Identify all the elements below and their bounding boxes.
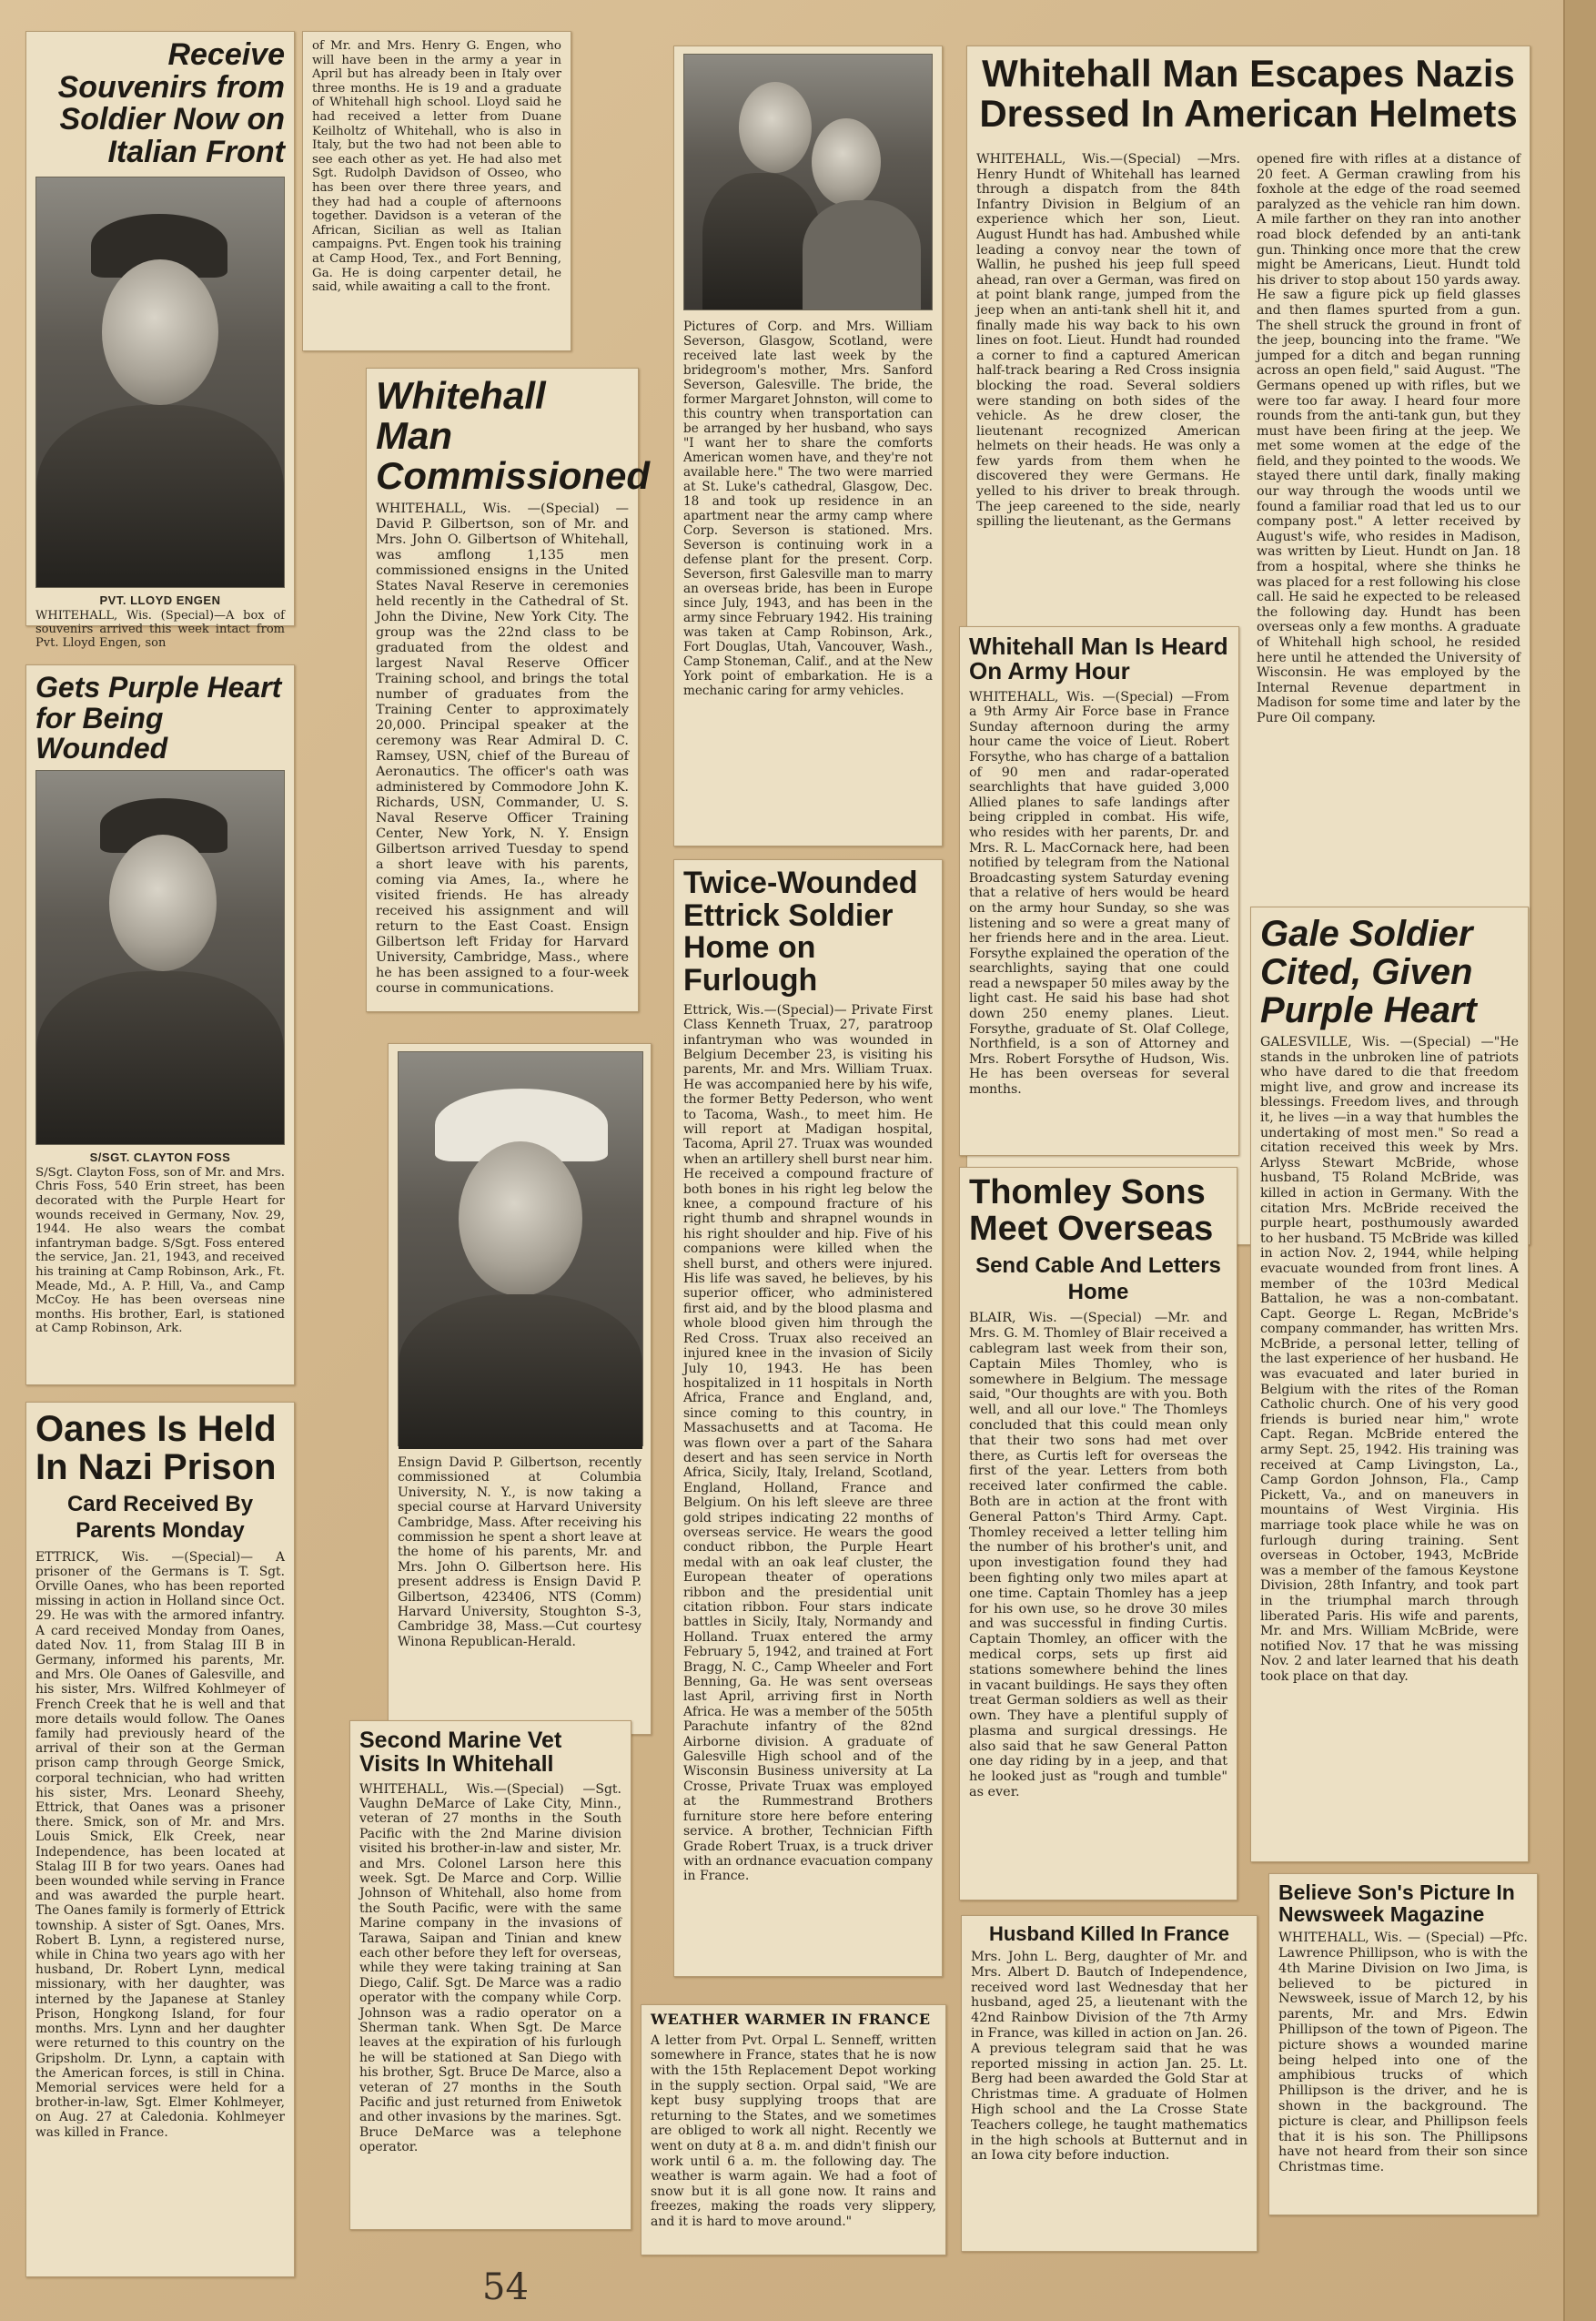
article-body: ETTRICK, Wis. —(Special)— A prisoner of the Germans is T. Sgt. Orville Oanes, who has been reported missing in action in Holland since Oct. 29. He was with the armored infantry. A card received Monday from Oanes, dated Nov. 11, from Stalag III B in Germany, informed his parents, Mr. and Mrs. Ole Oanes of Galesville, and his sister, Mrs. Wilfred Kohlmeyer of French Creek that he is well and that more details would follow. The Oanes family had previously heard of the arrival of their son at the German prison camp through George Smick, corporal technician, who had written his sister, Mrs. Leonard Sheehy, Ettrick, that Oanes was a prisoner there. Smick, son of Mr. and Mrs. Louis Smick, Elk Creek, near Independence, has been located at Stalag III B for two years. Oanes had been wounded while serving in France and was awarded the purple heart. The Oanes family is formerly of Ettrick township. A sister of Sgt. Oanes, Mrs. Robert B. Lynn, a registered nurse, while in China two years ago with her husband, Dr. Robert Lynn, medical missionary, with her daughter, was interned by the Japanese at Stanley Prison, Hongkong Island, for four months. Mrs. Lynn and her daughter were returned to this country on the Gripsholm. Dr. Lynn, a captain with the American forces, is still in China. Memorial services were held for a brother-in-law, Sgt. Elmer Kohlmeyer, on Aug. 27 at Caledonia. Kohlmeyer was killed in France. xyxy=(35,1549,285,2140)
clipping-ettrick xyxy=(673,859,943,1977)
headline: WEATHER WARMER IN FRANCE xyxy=(651,2011,931,2028)
headline: Gets Purple Heart for Being Wounded xyxy=(35,671,282,765)
photo-caption: S/SGT. CLAYTON FOSS xyxy=(89,1150,231,1164)
clipping-engen-continued xyxy=(302,31,571,351)
headline: Thomley Sons Meet Overseas xyxy=(969,1173,1214,1248)
subheadline: Send Cable And Letters Home xyxy=(975,1252,1221,1304)
headline: Whitehall Man Escapes Nazis Dressed In American Helmets xyxy=(979,52,1518,136)
clipping-gale-soldier xyxy=(1250,907,1529,1862)
article-body: Pictures of Corp. and Mrs. William Severson, Glasgow, Scotland, were received late last week by the bridegroom's mother, Mrs. Sanford Severson, Galesville. The bride, the former Margaret Johnston, will come to this country when transportation can be arranged by her husband, who says "I want her to share the comforts American women have, and they're not available here." The two were married at St. Luke's cathedral, Glasgow, Dec. 18 and took up residence in an apartment near the army camp where Corp. Severson is stationed. Mrs. Severson is continuing work in a defense plant for the present. Corp. Severson, first Galesville man to marry an overseas bride, has been in Europe since July, 1943, and has been in the army since February 1942. His training was taken at Camp Robinson, Ark., Fort Douglas, Utah, Vancouver, Wash., Camp Stoneman, Calif., and at the New York point of embarkation. He is a mechanic caring for army vehicles. xyxy=(683,319,933,698)
clipping-marine-vet xyxy=(349,1720,631,2230)
article-body: WHITEHALL, Wis.—(Special) —Sgt. Vaughn DeMarce of Lake City, Minn., veteran of 27 months in the South Pacific with the 2nd Marine division visited his brother-in-law and sister, Mr. and Mrs. Colonel Larson here this week. Sgt. De Marce and Corp. Willie Johnson of Whitehall, also home from the South Pacific, were with the same Marine company in the invasions of Tarawa, Saipan and Tinian and knew each other before they left for overseas, while they were taking training at San Diego, Calif. Sgt. De Marce was a radio operator with the company while Corp. Johnson was a radio operator on a Sherman tank. When Sgt. De Marce leaves at the expiration of his furlough he will be stationed at San Diego with his brother, Sgt. Bruce De Marce, also a veteran of 27 months in the South Pacific and just returned from Eniwetok and other invasions by the marines. Sgt. Bruce DeMarce was a telephone operator. xyxy=(359,1781,621,2155)
article-body: WHITEHALL, Wis. —(Special) —David P. Gilbertson, son of Mr. and Mrs. John O. Gilbertson of Whitehall, was amflong 1,135 men commissioned ensigns in the United States Naval Reserve in ceremonies held recently in the Cathedral of St. John the Divine, New York City. The group was the 22nd class to be graduated from the oldest and largest Naval Reserve Officer Training school, and brings the total number of graduates from the Training Center to approximately 20,000. Principal speaker at the ceremony was Rear Admiral D. C. Ramsey, USN, chief of the Bureau of Aeronautics. The officer's oath was administered by Commodore John K. Richards, USN, Commander, U. S. Naval Reserve Officer Training Center, New York, N. Y. Ensign Gilbertson arrived Tuesday to spend a short leave with his parents, coming via Ames, Ia., where he visited friends. He has already received his assignment and will return to the East Coast. Ensign Gilbertson left Friday for Harvard University, Cambridge, Mass., where he has been assigned to a four-week course in communications. xyxy=(376,502,629,997)
headline: Gale Soldier Cited, Given Purple Heart xyxy=(1260,914,1477,1030)
clipping-souvenirs xyxy=(25,31,295,650)
article-body-col-2: opened fire with rifles at a distance of 20 feet. A German crawling from his foxhole at the edge of the road seemed paralyzed as the vehicle ran him down. A mile farther on they ran into another road block defended by an anti-tank gun. Thinking once more that the crew might be Americans, Lieut. Hundt told his driver to stop about 150 yards away. He saw a figure pick up field glasses and then flames spurted from a gun. The shell struck the ground in front of the jeep, bouncing into the frame. "We jumped for a ditch and began running across an open field," said August. "The Germans opened up with rifles, but we were too far away. I heard four more rounds from the anti-tank gun, but they must have been firing at the jeep. We met some women at the edge of the field, and they pointed to the woods. We stayed there until dark, finally making our way through the woods until we found a familiar road that led us to our company post." A letter received by August's wife, who resides in Madison, was written by Lieut. Hundt on Jan. 18 from a hospital, where she thinks he was placed for a rest following his close call. He said he expected to be released the following day. Hundt has been overseas only a few months. A graduate of Whitehall high school, he resided here until he attended the University of Wisconsin. He was employed by the Internal Revenue department in Madison for some time and later by the Pure Oil company. xyxy=(1257,152,1520,725)
page-number: 54 xyxy=(482,2266,529,2308)
clipping-thomley xyxy=(959,1167,1237,1900)
article-body: WHITEHALL, Wis. — (Special) —Pfc. Lawrence Phillipson, who is with the 4th Marine Division on Iwo Jima, is believed to be pictured in Newsweek, issue of March 12, by his parents, Mr. and Mrs. Edwin Phillipson of the town of Pigeon. The picture shows a wounded marine being helped into one of the amphibious trucks of which Phillipson is the driver, and he is shown in the background. The picture is clear, and Phillipson feels that it is his son. The Phillipsons have not heard from their son since Christmas time. xyxy=(1278,1931,1528,2175)
subheadline: Card Received By Parents Monday xyxy=(66,1492,254,1543)
headline: Receive Souvenirs from Soldier Now on Italian Front xyxy=(57,37,285,170)
clipping-husband-killed xyxy=(961,1915,1258,2252)
headline: Second Marine Vet Visits In Whitehall xyxy=(359,1728,562,1778)
article-body-col-1: WHITEHALL, Wis.—(Special) —Mrs. Henry Hundt of Whitehall has learned through a dispatch from the 84th Infantry Division in Belgium of an experience which her son, Lieut. August Hundt has had. Ambushed while leading a convoy near the town of Wallin, he pushed his jeep full speed ahead, ran over a German, was fired on at point blank range, jumped from the jeep when an anti-tank shell hit it, and finally made his way back to his own lines on foot. Lieut. Hundt had rounded a corner to find a captured American half-track bearing a Red Cross insignia blocking the road. Several soldiers were standing on both sides of the vehicle. As he drew closer, the lieutenant recognized American helmets on their heads. He was only a few yards from them when he discovered they were Germans. He yelled to his driver to break through. The jeep careened to the side, nearly spilling the lieutenant, as the Germans xyxy=(976,152,1240,530)
headline: Whitehall Man Commissioned xyxy=(376,374,651,498)
couple-photo xyxy=(683,54,933,310)
photo-caption: PVT. LLOYD ENGEN xyxy=(99,593,221,607)
headline: Twice-Wounded Ettrick Soldier Home on Furlough xyxy=(683,866,918,998)
article-body: Mrs. John L. Berg, daughter of Mr. and Mrs. Albert D. Bautch of Independence, received word last Wednesday that her husband, aged 25, a lieutenant with the 42nd Rainbow Division of the 7th Army in France, was killed in action on Jan. 26. A previous telegram said that he was reported missing in action Jan. 25. Lt. Berg had been awarded the Gold Star at Christmas time. A graduate of Holmen High school and the La Crosse State Teachers college, he taught mathematics in the high schools at Butternut and in an Iowa city before induction. xyxy=(971,1950,1248,2164)
ensign-photo xyxy=(398,1051,643,1446)
clipping-newsweek xyxy=(1268,1873,1538,2215)
article-body: GALESVILLE, Wis. —(Special) —"He stands in the unbroken line of patriots who have dared to die that freedom might live, and grow and increase its blessings. Freedom lives, and through it, he lives —in a way that humbles the undertaking of most men." So read a citation received this week by Mrs. Arlyss Stewart McBride, whose husband, T5 Roland McBride, was killed in action in Germany. With the citation Mrs. McBride received the purple heart, posthumously awarded to her husband. T5 McBride was killed in action Nov. 2, 1944, while helping evacuate wounded from front lines. A member of the 103rd Medical Battalion, he was a non-combatant. Capt. George L. Regan, McBride's company commander, has written Mrs. McBride, a personal letter, telling of the last experience of her husband. He was evacuated and later buried in Belgium with the rites of the Roman Catholic church. One of his very good friends is buried near him," wrote Capt. Regan. McBride entered the army Sept. 25, 1942. His training was received at Camp Livingston, La., Camp Gordon Johnson, Fla., Camp Pickett, Va., and on maneuvers in mountains of West Virginia. His marriage took place while he was on furlough during training. Sent overseas in October, 1943, McBride was a member of the famous Keystone Division, 28th Infantry, and took part in the triumphal march through liberated Paris. His wife and parents, Mr. and Mrs. William McBride, were notified Nov. 17 that he was missing Nov. 2 and later learned that his death took place on that day. xyxy=(1260,1035,1519,1684)
clipping-gilbertson-photo xyxy=(388,1043,652,1735)
article-body: WHITEHALL, Wis. —(Special) —From a 9th Army Air Force base in France Sunday afternoon during the army hour came the voice of Lieut. Robert Forsythe, who has charge of a battalion of 90 men and radar-operated searchlights that have guided 3,000 Allied planes to safe landings after being crippled in combat. His wife, who resides with her parents, Dr. and Mrs. R. L. MacCornack here, had been notified by telegram from the National Broadcasting system Saturday evening that a relative of hers would be heard on the army hour Sunday, so she was listening and so were a great many of her friends here and in the area. Lieut. Forsythe explained the operation of the searchlights, saying that one could read a newspaper 50 miles away by the light cast. He said his base had shot down 250 enemy planes. Lieut. Forsythe, graduate of St. Olaf College, Northfield, is a son of Attorney and Mrs. Robert Forsythe of Hudson, Wis. He has been overseas for several months. xyxy=(969,689,1229,1098)
soldier-photo xyxy=(35,770,285,1145)
headline: Oanes Is Held In Nazi Prison xyxy=(35,1409,277,1487)
binding-edge xyxy=(1563,0,1596,2321)
article-body: of Mr. and Mrs. Henry G. Engen, who will have been in the army a year in April but has already been in Italy over three months. He is 19 and a graduate of Whitehall high school. Lloyd said he had received a letter from Duane Keilholtz of Whitehall, who is also in Italy, but the two had not been able to see each other as yet. He had also met Sgt. Rudolph Davidson of Osseo, who has been over there three years, and they had had a couple of afternoons together. Davidson is a veteran of the African, Sicilian as well as Italian campaigns. Pvt. Engen took his training at Camp Hood, Tex., and Fort Benning, Ga. He is doing carpenter detail, he said, while awaiting a call to the front. xyxy=(312,39,561,295)
headline: Husband Killed In France xyxy=(988,1922,1230,1945)
clipping-army-hour xyxy=(959,626,1239,1156)
clipping-purple-heart xyxy=(25,664,295,1385)
article-body: A letter from Pvt. Orpal L. Senneff, written somewhere in France, states that he is now with the 15th Replacement Depot working in the supply section. Orpal said, "We are kept busy supplying troops that are returning to the States, and we sometimes are obliged to work all night. Recently we went on duty at 8 a. m. and didn't finish our work until 6 a. m. the following day. The weather is warm again. We had a foot of snow but it is all gone now. It rains and freezes, making the roads very slippery, and it is hard to move around." xyxy=(651,2032,936,2229)
article-body: Ensign David P. Gilbertson, recently commissioned at Columbia University, N. Y., is now taking a special course at Harvard University Cambridge, Mass. After receiving his commission he spent a short leave at the home of his parents, Mr. and Mrs. John O. Gilbertson here. His present address is Ensign David P. Gilbertson, 423406, NTS (Comm) Harvard University, Stoughton S-3, Cambridge 38, Mass.—Cut courtesy Winona Republican-Herald. xyxy=(398,1455,641,1649)
headline: Believe Son's Picture In Newsweek Magazine xyxy=(1278,1880,1515,1927)
soldier-photo xyxy=(35,177,285,588)
clipping-oanes xyxy=(25,1402,295,2277)
headline: Whitehall Man Is Heard On Army Hour xyxy=(969,633,1228,685)
article-body: WHITEHALL, Wis. (Special)—A box of souvenirs arrived this week intact from Pvt. Lloyd Engen, son xyxy=(35,608,285,650)
article-body: S/Sgt. Clayton Foss, son of Mr. and Mrs. Chris Foss, 540 Erin street, has been decorated with the Purple Heart for wounds received in Germany, Nov. 29, 1944. He also wears the combat infantryman badge. S/Sgt. Foss entered the service, Jan. 21, 1943, and received his training at Camp Robinson, Ark., Ft. Meade, Md., A. P. Hill, Va., and Camp McCoy. He has been overseas nine months. His brother, Earl, is stationed at Camp Robinson, Ark. xyxy=(35,1165,285,1336)
clipping-severson xyxy=(673,46,943,846)
clipping-weather xyxy=(641,2004,946,2255)
clipping-commissioned xyxy=(366,368,651,1012)
article-body: BLAIR, Wis. —(Special) —Mr. and Mrs. G. M. Thomley of Blair received a cablegram last week from their son, Captain Miles Thomley, who is somewhere in Belgium. The message said, "Our thoughts are with you. Both well, and all our love." The Thomleys concluded that this could mean only that their two sons had met over there, as Curtis left for overseas the first of the year. Letters from both received later confirmed the cable. Both are in action at the front with General Patton's Third Army. Capt. Thomley received a letter telling him the number of his brother's unit, and upon investigation found they had been fighting only two miles apart at one time. Captain Thomley has a jeep for his own use, so he drove 30 miles and was successful in finding Curtis. Captain Thomley, an officer with the medical corps, sets up first aid stations somewhere behind the lines in vacant buildings. He says they often treat German soldiers as well as their own. They have a plentiful supply of plasma and surgical dressings. He also said that he saw General Patton one day riding by in a jeep, and that he looked just as "rough and tumble" as ever. xyxy=(969,1311,1227,1800)
article-body: Ettrick, Wis.—(Special)— Private First Class Kenneth Truax, 27, paratroop infantryman who was wounded in Belgium December 23, is visiting his parents, Mr. and Mrs. William Truax. He was accompanied here by his wife, the former Betty Pederson, who went to Tacoma, Wash., to meet him. He will report at Madigan hospital, Tacoma, April 27. Truax was wounded when an artillery shell burst near him. He received a compound fracture of both bones in his right leg below the knee, a compound fracture of his right thumb and shrapnel wounds in his right shoulder and hip. Five of his companions were killed when the shell burst, and others were injured. His life was saved, he believes, by his superior officer, who administered first aid, and by the blood plasma and whole blood given him through the Red Cross. Truax also received an injured knee in the invasion of Sicily July 10, 1943. He has been hospitalized in 11 hospitals in North Africa, France and England, and, since coming to this country, in Massachusetts and at Tacoma. He was flown over a part of the Sahara desert and has seen service in North Africa, Sicily, Italy, Ireland, Scotland, England, Holland, France and Belgium. On his left sleeve are three gold stripes indicating 22 months of overseas service. He wears the good conduct ribbon, the Purple Heart medal with an oak leaf cluster, the European theater of operations ribbon and the presidential unit citation ribbon. Four stars indicate battles in Sicily, Italy, Normandy and Holland. Truax entered the army February 5, 1942, and trained at Fort Bragg, N. C., Camp Wheeler and Fort Benning, Ga. He was sent overseas last April, arriving first in North Africa. He was a member of the 505th Parachute infantry of the 82nd Airborne division. A graduate of Galesville High school and of the Wisconsin Business university at La Crosse, Private Truax was employed at the Rummestrand Brothers furniture store here before entering service. A brother, Technician Fifth Grade Robert Truax, is a truck driver with an ordnance evacuation company in France. xyxy=(683,1002,933,1884)
